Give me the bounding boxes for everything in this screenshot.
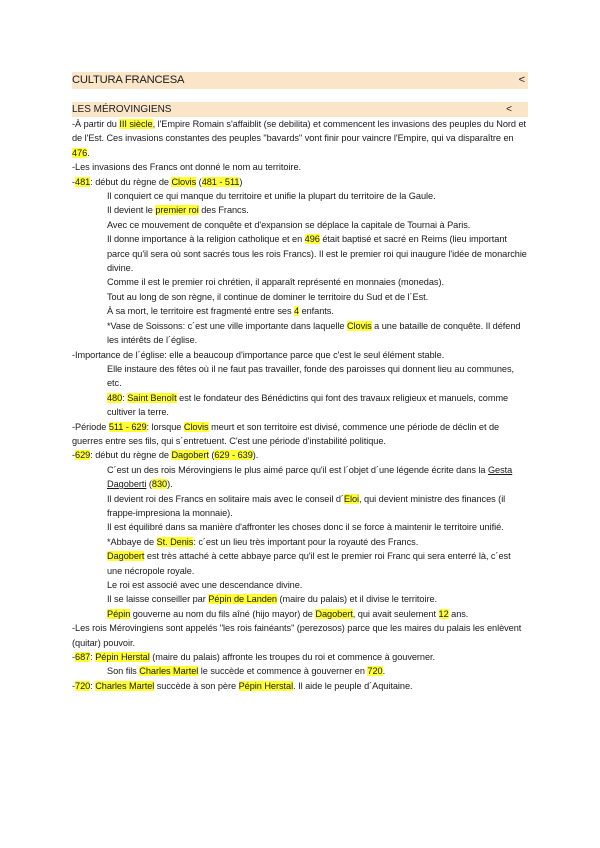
text-run: Tout au long de son règne, il continue de dominer le territoire du Sud et de l´Est. bbox=[107, 291, 429, 302]
paragraph bbox=[72, 304, 528, 318]
text-run: Son fils bbox=[107, 666, 140, 677]
text-run: : c´est un lieu très important pour la royauté des Francs. bbox=[193, 536, 419, 547]
text-run: Le roi est associé avec une descendance divine. bbox=[107, 580, 303, 590]
text-run: Il devient roi des Francs en solitaire mais avec le conseil d´ bbox=[107, 493, 344, 504]
text-run: *Abbaye de bbox=[107, 536, 157, 547]
paragraph bbox=[72, 535, 528, 549]
paragraph bbox=[72, 189, 528, 203]
paragraph bbox=[72, 391, 528, 420]
text-run: : bbox=[122, 392, 128, 403]
text-run: (maire du palais) affronte les troupes du roi et commence à gouverner. bbox=[149, 652, 436, 663]
text-run: -Importance de l´église: elle a beaucoup d'importance parce que c'est le seul élément stable. bbox=[72, 349, 445, 360]
text-run: ). bbox=[167, 479, 173, 490]
paragraph bbox=[72, 448, 528, 462]
highlighted-text: III siècle bbox=[119, 119, 153, 129]
highlighted-text: Charles Martel bbox=[95, 680, 155, 691]
document-title: CULTURA FRANCESA bbox=[72, 74, 185, 86]
text-run: . bbox=[382, 666, 386, 677]
highlighted-text: 481 - 511 bbox=[201, 176, 240, 187]
highlighted-text: 511 - 629 bbox=[108, 421, 147, 432]
text-run: - bbox=[72, 450, 76, 461]
highlighted-text: Clovis bbox=[346, 320, 372, 331]
paragraph bbox=[72, 290, 528, 304]
text-run: Il devient le bbox=[107, 205, 156, 216]
text-run: Il donne importance à la religion catholique et en bbox=[107, 234, 305, 245]
text-run: a une bataille de conquête. Il défend les intérêts de l´église. bbox=[107, 320, 521, 346]
paragraph bbox=[72, 348, 528, 362]
highlighted-text: Dagobert bbox=[171, 450, 209, 461]
text-run: des Francs. bbox=[198, 205, 249, 216]
highlighted-text: Clovis bbox=[183, 421, 209, 432]
highlighted-text: 481 bbox=[75, 176, 91, 187]
text-run: : début du règne de bbox=[90, 176, 172, 187]
paragraph bbox=[72, 319, 528, 348]
text-run: ( bbox=[146, 479, 152, 490]
section-heading-bar bbox=[72, 102, 528, 117]
document-title-bar bbox=[72, 72, 528, 89]
paragraph bbox=[72, 232, 528, 275]
text-run: est très attaché à cette abbaye parce qu'il est le premier roi Franc qui sera enterré là, c´est une nécropole royale. bbox=[107, 551, 511, 576]
text-run: ( bbox=[208, 450, 215, 461]
highlighted-text: Pépin de Landen bbox=[208, 594, 277, 605]
highlighted-text: 496 bbox=[304, 234, 320, 245]
highlighted-text: St. Denis bbox=[156, 536, 194, 547]
text-run: ). bbox=[252, 450, 259, 461]
text-run: À sa mort, le territoire est fragmenté entre ses bbox=[107, 306, 294, 317]
text-run: Il se laisse conseiller par bbox=[107, 594, 209, 605]
highlighted-text: 476 bbox=[72, 147, 88, 158]
highlighted-text: 629 bbox=[75, 450, 91, 461]
section-collapse-marker-icon[interactable]: < bbox=[506, 104, 512, 115]
text-run: succède à son père bbox=[154, 680, 239, 691]
underlined-text: Gesta Dagoberti bbox=[107, 464, 513, 490]
text-run: enfants. bbox=[299, 306, 334, 317]
paragraph bbox=[72, 218, 528, 232]
text-run: -Période bbox=[72, 421, 109, 432]
collapse-marker-icon[interactable]: < bbox=[518, 74, 525, 86]
text-run: est le fondateur des Bénédictins qui font des travaux religieux et manuels, comme cultiver la terre. bbox=[107, 392, 509, 418]
text-run: Comme il est le premier roi chrétien, il apparaît représenté en monnaies (monedas). bbox=[107, 277, 444, 288]
text-run: était baptisé et sacré en Reims (lieu important parce qu'il sera où sont sacrés tous les rois Francs). Il est le premier roi qui inaugure l'idée de monarchie divine. bbox=[107, 234, 527, 274]
paragraph bbox=[72, 578, 528, 592]
text-run: : lorsque bbox=[146, 421, 184, 432]
paragraph bbox=[72, 520, 528, 534]
paragraph bbox=[72, 160, 528, 174]
highlighted-text: Charles Martel bbox=[139, 666, 199, 677]
highlighted-text: 4 bbox=[294, 306, 300, 317]
paragraph bbox=[72, 679, 528, 693]
text-run: ans. bbox=[448, 608, 469, 619]
paragraph bbox=[72, 664, 528, 678]
paragraph bbox=[72, 592, 528, 606]
highlighted-text: premier roi bbox=[155, 205, 199, 216]
document-body bbox=[72, 117, 528, 693]
text-run: meurt et son territoire est divisé, commence une période de déclin et de guerres entre ses fils, qui s´entretuent. C'est une période d'instabilité politique. bbox=[72, 421, 500, 446]
highlighted-text: Eloi bbox=[343, 493, 360, 504]
paragraph bbox=[72, 650, 528, 664]
paragraph bbox=[72, 621, 528, 650]
text-run: - bbox=[72, 652, 76, 663]
paragraph bbox=[72, 117, 528, 160]
highlighted-text: 687 bbox=[75, 652, 91, 663]
text-run: : début du règne de bbox=[90, 450, 172, 461]
highlighted-text: 720 bbox=[367, 666, 383, 677]
paragraph bbox=[72, 463, 528, 492]
highlighted-text: Pépin Herstal bbox=[238, 680, 294, 691]
paragraph bbox=[72, 420, 528, 449]
text-run: *Vase de Soissons: c´est une ville importante dans laquelle bbox=[107, 320, 347, 331]
text-run: Il est équilibré dans sa manière d'affronter les choses donc il se force à maintenir le territoire unifié. bbox=[107, 522, 504, 533]
text-run: Il conquiert ce qui manque du territoire et unifie la plupart du territoire de la Gaule. bbox=[107, 191, 436, 202]
text-run: , l'Empire Romain s'affaiblit (se debilita) et commencent les invasions des peuples du Nord et de l'Est. Ces invasions constantes des peuples "bavards" vont finir pour vaincre l'Empire, qui va disparaître en bbox=[72, 119, 527, 144]
highlighted-text: Dagobert bbox=[107, 551, 145, 562]
text-run: gouverne au nom du fils aîné (hijo mayor) de bbox=[130, 608, 316, 619]
highlighted-text: Saint Benoît bbox=[127, 392, 177, 403]
highlighted-text: 12 bbox=[438, 608, 449, 619]
paragraph bbox=[72, 362, 528, 391]
text-run: C´est un des rois Mérovingiens le plus aimé parce qu'il est l´objet d´une légende écrite dans la bbox=[107, 464, 488, 475]
highlighted-text: 480 bbox=[107, 392, 123, 403]
text-run: , qui avait seulement bbox=[352, 608, 439, 619]
highlighted-text: 629 - 639 bbox=[214, 450, 253, 461]
text-run: - bbox=[72, 176, 76, 187]
highlighted-text: Clovis bbox=[171, 176, 197, 187]
highlighted-text: Dagobert bbox=[315, 608, 353, 619]
highlighted-text: Pépin bbox=[107, 608, 131, 619]
section-heading: LES MÉROVINGIENS bbox=[72, 104, 172, 115]
text-run: ) bbox=[239, 176, 243, 187]
paragraph bbox=[72, 607, 528, 621]
paragraph bbox=[72, 275, 528, 289]
paragraph bbox=[72, 492, 528, 521]
text-run: - bbox=[72, 680, 76, 691]
paragraph bbox=[72, 175, 528, 189]
text-run: -Les rois Mérovingiens sont appelés "les rois fainéants" (perezosos) parce que les maires du palais les enlèvent (quitar) pouvoir. bbox=[72, 623, 522, 648]
text-run: Elle instaure des fêtes où il ne faut pas travailler, fonde des paroisses qui donnent lieu au communes, etc. bbox=[107, 363, 515, 389]
highlighted-text: Pépin Herstal bbox=[95, 652, 150, 663]
text-run: Avec ce mouvement de conquête et d'expansion se déplace la capitale de Tournai à Paris. bbox=[107, 219, 471, 230]
paragraph bbox=[72, 203, 528, 217]
text-run: ( bbox=[196, 176, 202, 187]
text-run: . Il aide le peuple d´Aquitaine. bbox=[293, 680, 413, 691]
text-run: : bbox=[90, 652, 96, 663]
text-run: -À partir du bbox=[72, 119, 120, 129]
text-run: . bbox=[87, 147, 90, 158]
text-run: , qui devient ministre des finances (il frappe-impresiona la monnaie). bbox=[107, 493, 506, 518]
text-run: (maire du palais) et il divise le territoire. bbox=[276, 594, 438, 605]
highlighted-text: 830 bbox=[151, 479, 168, 490]
text-run: -Les invasions des Francs ont donné le nom au territoire. bbox=[72, 162, 302, 173]
text-run: le succède et commence à gouverner en bbox=[198, 666, 368, 677]
highlighted-text: 720 bbox=[75, 680, 91, 691]
text-run: : bbox=[90, 680, 96, 691]
paragraph bbox=[72, 549, 528, 578]
